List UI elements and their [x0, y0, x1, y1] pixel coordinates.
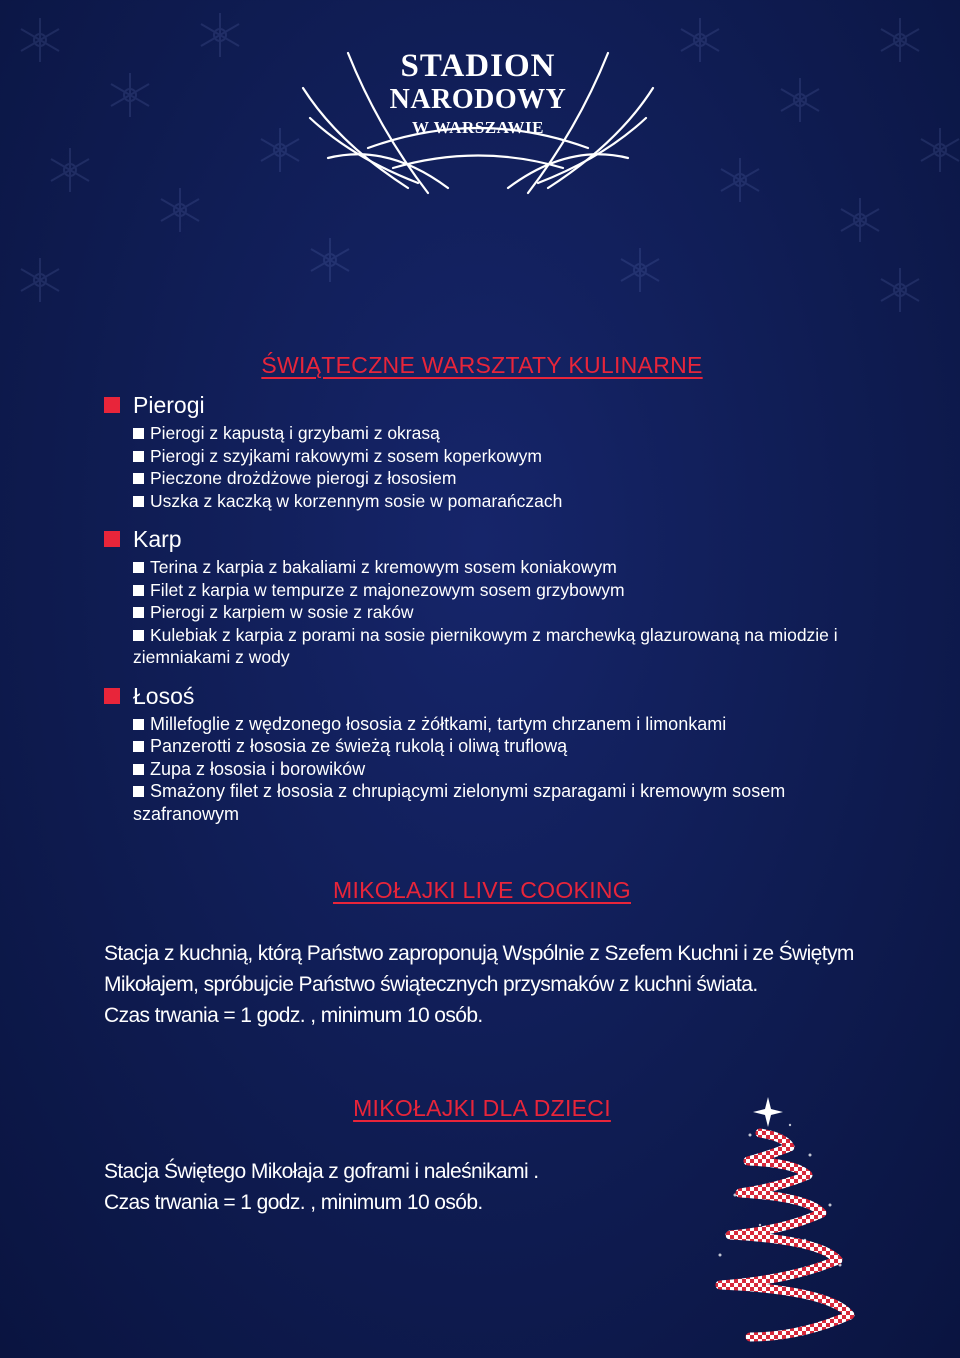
text-line: Mikołajem, spróbujcie Państwo świątecznych przysmaków z kuchni świata. [104, 973, 758, 996]
menu-item: Panzerotti z łososia ze świeżą rukolą i oliwą truflową [104, 735, 864, 758]
bullet-square [133, 562, 144, 573]
section-title-kids: MIKOŁAJKI DLA DZIECI [353, 1095, 611, 1121]
bullet-square [133, 786, 144, 797]
category-pierogi [104, 390, 864, 512]
menu-item: Millefoglie z wędzonego łososia z żółtkami, tartym chrzanem i limonkami [104, 713, 864, 736]
bullet-square [133, 607, 144, 618]
bullet-square [133, 585, 144, 596]
bullet-red-square [104, 397, 120, 413]
category-karp [104, 524, 864, 669]
menu-item: Filet z karpia w tempurze z majonezowym sosem grzybowym [104, 579, 864, 602]
menu-item: Uszka z kaczką w korzennym sosie w pomarańczach [104, 490, 864, 513]
text-line: Stacja z kuchnią, którą Państwo zaproponują Wspólnie z Szefem Kuchni i ze Świętym [104, 942, 854, 965]
christmas-tree-ribbon-icon [690, 1075, 870, 1345]
menu-item: Zupa z łososia i borowików [104, 758, 864, 781]
menu-list [104, 390, 864, 837]
logo-line-2: NARODOWY [389, 84, 567, 115]
logo-line-3: W WARSZAWIE [412, 118, 544, 137]
category-losos [104, 681, 864, 826]
bullet-red-square [104, 688, 120, 704]
menu-item: Pierogi z karpiem w sosie z raków [104, 601, 864, 624]
bullet-square [133, 451, 144, 462]
menu-item: Pieczone drożdżowe pierogi z łososiem [104, 467, 864, 490]
menu-item: Terina z karpia z bakaliami z kremowym sosem koniakowym [104, 556, 864, 579]
menu-item: Pierogi z kapustą i grzybami z okrasą [104, 422, 864, 445]
bullet-square [133, 496, 144, 507]
menu-item: Smażony filet z łososia z chrupiącymi zielonymi szparagami i kremowym sosem szafranowym [133, 781, 786, 824]
bullet-square [133, 630, 144, 641]
category-title: Pierogi [133, 392, 205, 418]
bullet-square [133, 764, 144, 775]
text-line: Czas trwania = 1 godz. , minimum 10 osób. [104, 1191, 483, 1214]
stadion-narodowy-logo [298, 48, 658, 198]
menu-item: Pierogi z szyjkami rakowymi z sosem koperkowym [104, 445, 864, 468]
text-line: Stacja Świętego Mikołaja z goframi i naleśnikami . [104, 1160, 539, 1183]
text-line: Czas trwania = 1 godz. , minimum 10 osób. [104, 1004, 483, 1027]
menu-item: Kulebiak z karpia z porami na sosie piernikowym z marchewką glazurowaną na miodzie i ziemniakami z wody [133, 624, 838, 667]
bullet-square [133, 719, 144, 730]
bullet-square [133, 741, 144, 752]
section-title-workshops: ŚWIĄTECZNE WARSZTATY KULINARNE [261, 352, 703, 378]
logo-line-1: STADION [400, 48, 556, 84]
section-title-live-cooking: MIKOŁAJKI LIVE COOKING [332, 877, 631, 903]
category-title: Karp [133, 526, 182, 552]
bullet-square [133, 428, 144, 439]
category-title: Łosoś [133, 682, 195, 709]
bullet-red-square [104, 531, 120, 547]
bullet-square [133, 473, 144, 484]
live-cooking-description [104, 938, 884, 1031]
